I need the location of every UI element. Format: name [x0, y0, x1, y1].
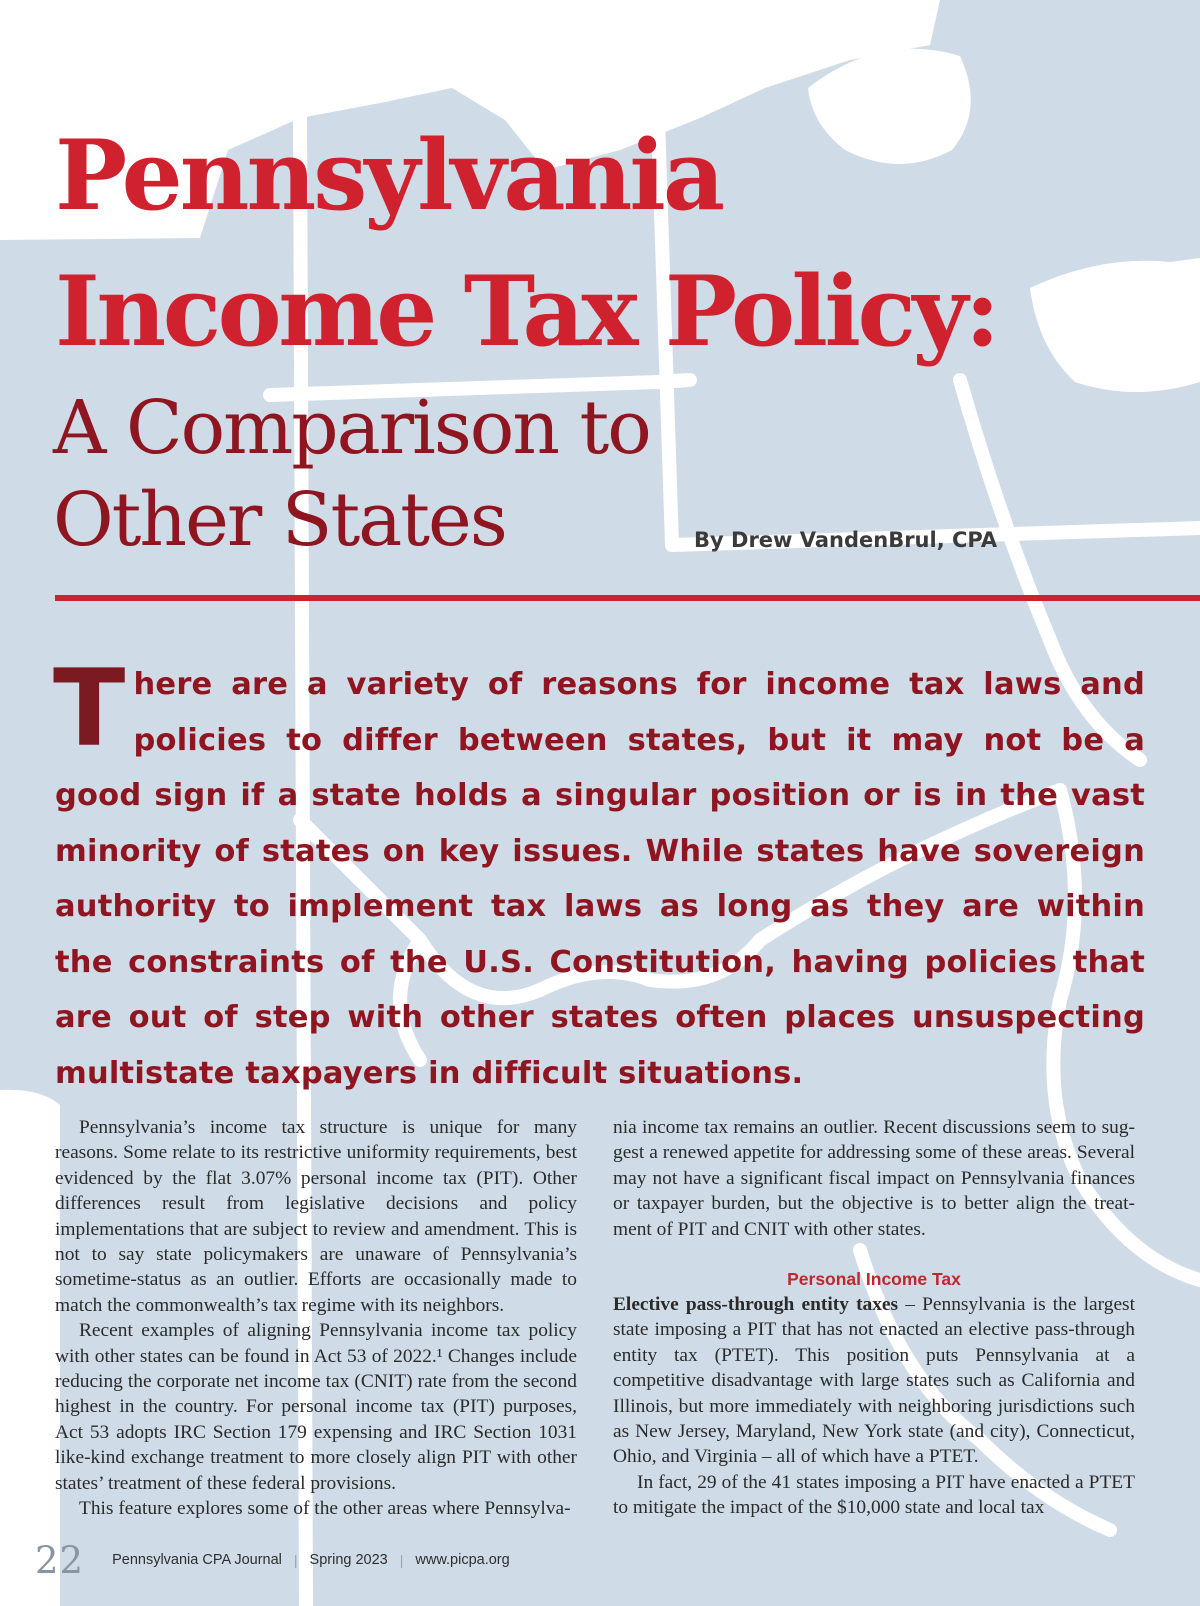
- lead-term: Elective pass-through entity taxes: [613, 1294, 899, 1316]
- website-link[interactable]: www.picpa.org: [415, 1552, 510, 1568]
- footer-separator: |: [399, 1552, 404, 1568]
- body-paragraph-continued: nia income tax remains an outlier. Recent discussions seem to suggest a renewed appetite for addressing some of these areas. Several may not have a significant fiscal impact on Pennsylvania finances or taxpayer burden, but the objective is to better align the treatment of PIT and CNIT with other states.: [613, 1117, 1135, 1240]
- footer-separator: |: [293, 1552, 298, 1568]
- section-heading: Personal Income Tax: [787, 1269, 961, 1290]
- article-title-line-1: Pennsylvania: [55, 119, 723, 232]
- body-paragraph: This feature explores some of the other areas where Pennsylva-: [79, 1498, 571, 1520]
- drop-cap: T: [53, 647, 126, 770]
- page-footer: [35, 1540, 510, 1580]
- article-title-line-2: Income Tax Policy:: [55, 255, 997, 368]
- body-paragraph: In fact, 29 of the 41 states imposing a PIT have enacted a PTET to mitigate the impact of the $10,000 state and local tax: [613, 1471, 1135, 1519]
- author-byline: By Drew VandenBrul, CPA: [694, 528, 998, 552]
- title-divider: [55, 595, 1200, 601]
- body-paragraph: Pennsylvania’s income tax structure is unique for many reasons. Some relate to its restrictive uniformity requirements, best evidenced by the flat 3.07% personal income tax (PIT). Other differences result from legislative decisions and policy implementations that are subject to review and amendment. This is not to say state policymakers are unaware of Pennsylvania’s sometime-status as an outlier. Efforts are occasionally made to match the commonwealth’s tax regime with its neighbors.: [55, 1117, 577, 1316]
- body-column-right: [613, 1115, 1135, 1521]
- lead-text: – Pennsylvania is the largest state imposing a PIT that has not enacted an elective pass-through entity tax (PTET). This position puts Pennsylvania at a competitive disadvantage with large states such as California and Illinois, but more immediately with neighboring jurisdictions such as New Jersey, Maryland, New York state (and city), Connecticut, Ohio, and Virginia – all of which have a PTET.: [613, 1294, 1135, 1468]
- map-region-lowland: [0, 1090, 60, 1606]
- body-column-left: [55, 1115, 577, 1522]
- body-paragraph-lead: [613, 1292, 1135, 1470]
- intro-paragraph: [53, 647, 1145, 1101]
- issue-date: Spring 2023: [309, 1552, 388, 1568]
- journal-name: Pennsylvania CPA Journal: [112, 1552, 282, 1568]
- page-number: 22: [35, 1538, 85, 1582]
- article-subtitle: A Comparison to Other States: [53, 385, 650, 563]
- body-paragraph: Recent examples of aligning Pennsylvania income tax policy with other states can be found in Act 53 of 2022.¹ Changes include reducing the corporate net income tax (CNIT) rate from the second highest in the country. For personal income tax (PIT) purposes, Act 53 adopts IRC Section 179 expensing and IRC Section 1031 like-kind exchange treatment to more closely align PIT with other states’ treatment of these federal provisions.: [55, 1320, 577, 1494]
- intro-text: here are a variety of reasons for income tax laws and policies to differ between states, but it may not be a good sign if a state holds a singular position or is in the vast minority of states on key issues. While states have sovereign authority to implement tax laws as long as they are within the constraints of the U.S. Constitution, having policies that are out of step with other states often places unsuspecting multistate taxpayers in difficult situations.: [55, 667, 1145, 1091]
